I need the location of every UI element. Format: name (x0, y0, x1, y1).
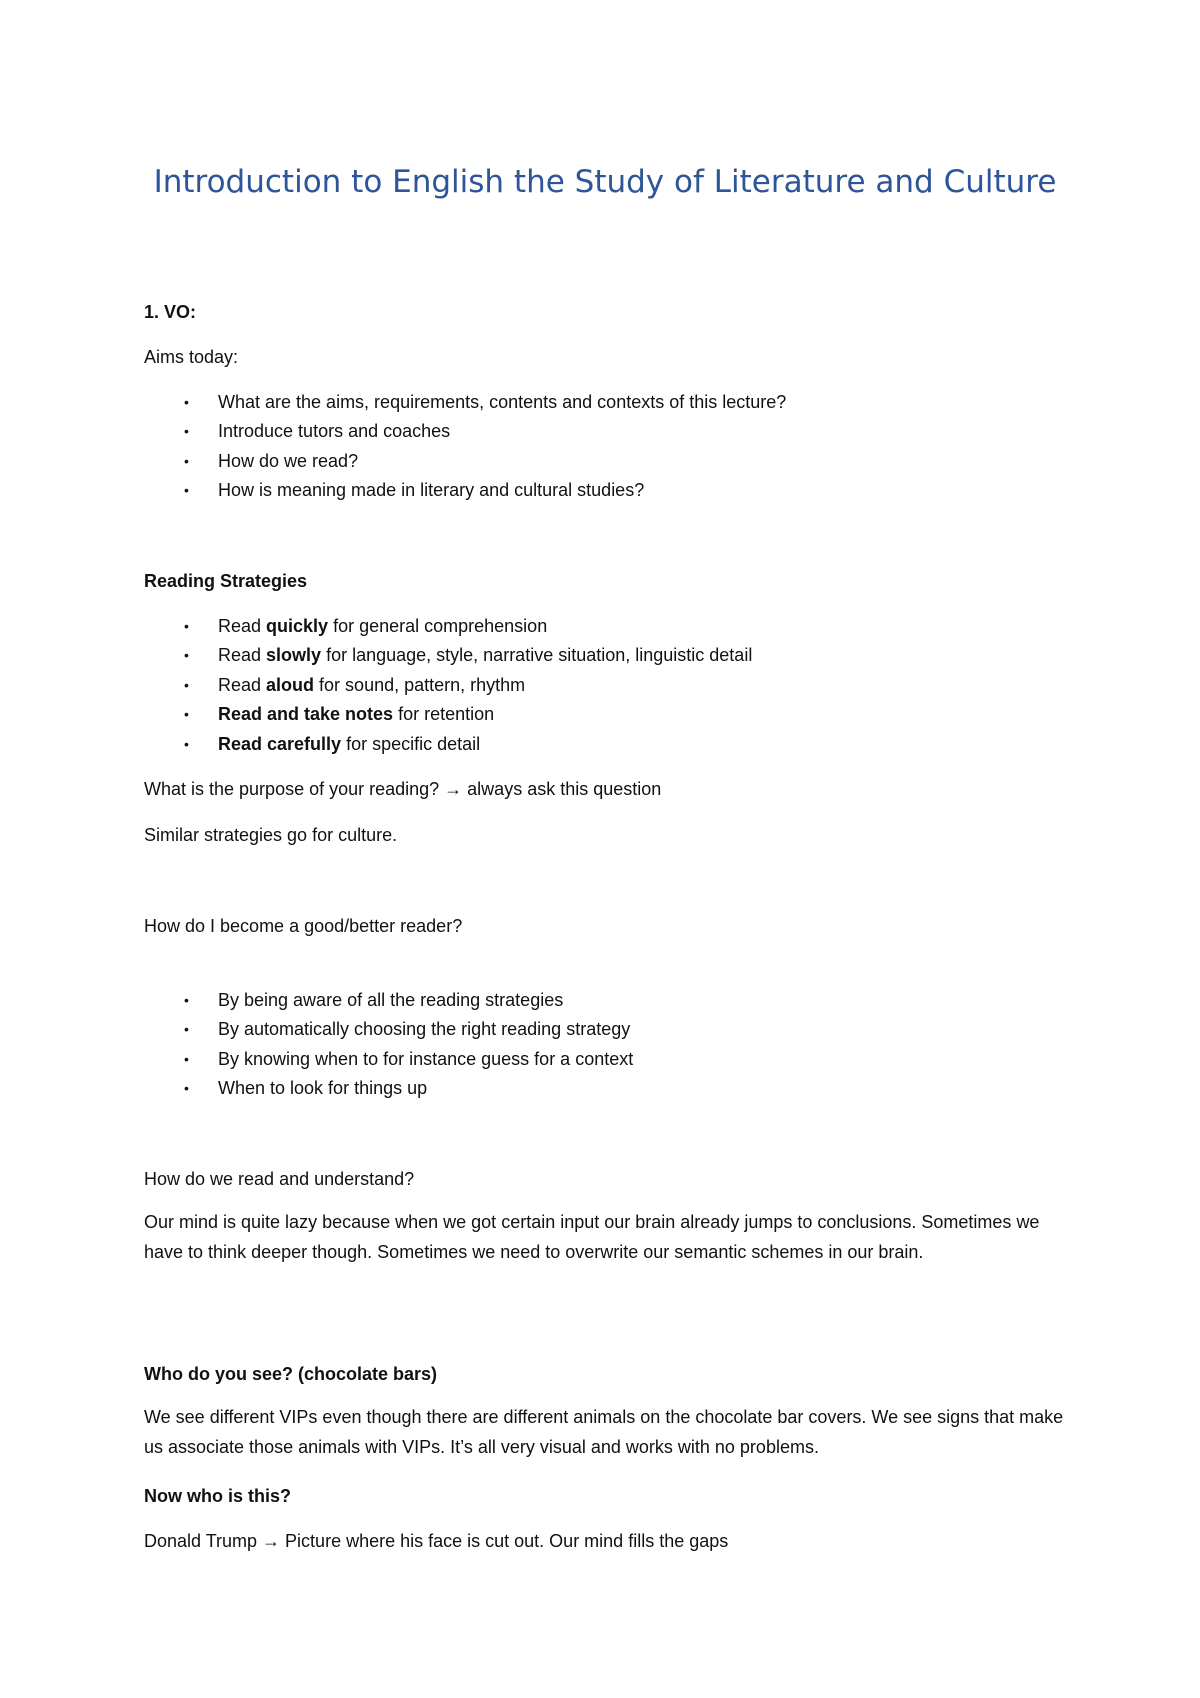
list-item-text: How do we read? (218, 451, 359, 471)
list-item-text: By being aware of all the reading strategies (218, 990, 564, 1010)
bullet-icon: • (184, 677, 189, 693)
bullet-icon: • (184, 394, 189, 410)
list-item-text: By knowing when to for instance guess for a context (218, 1049, 634, 1069)
bullet-icon: • (184, 736, 189, 752)
bullet-icon: • (184, 482, 189, 498)
list-item-text: Read carefully for specific detail (218, 734, 481, 754)
now-who-heading: Now who is this? (144, 1486, 291, 1506)
aims-label: Aims today: (144, 347, 239, 367)
bullet-icon: • (184, 647, 189, 663)
list-item-text: Introduce tutors and coaches (218, 421, 451, 441)
document-title: Introduction to English the Study of Literature and Culture (153, 164, 1057, 200)
bullet-icon: • (184, 453, 189, 469)
list-item-text: Read quickly for general comprehension (218, 616, 548, 636)
chocolate-heading: Who do you see? (chocolate bars) (144, 1364, 438, 1384)
list-item-text: How is meaning made in literary and cultural studies? (218, 480, 645, 500)
bullet-icon: • (184, 1051, 189, 1067)
bullet-icon: • (184, 618, 189, 634)
bullet-icon: • (184, 423, 189, 439)
bullet-icon: • (184, 1021, 189, 1037)
bullet-icon: • (184, 1080, 189, 1096)
purpose-question: What is the purpose of your reading? → always ask this question (144, 779, 662, 799)
list-item-text: When to look for things up (218, 1078, 428, 1098)
bullet-icon: • (184, 992, 189, 1008)
understand-paragraph: Our mind is quite lazy because when we got certain input our brain already jumps to conclusions. Sometimes we have to think deeper though. Sometimes we need to overwrite our semantic schemes in our brain. (144, 1212, 1040, 1262)
list-item-text: Read and take notes for retention (218, 704, 495, 724)
list-item-text: Read aloud for sound, pattern, rhythm (218, 675, 526, 695)
culture-note: Similar strategies go for culture. (144, 825, 398, 845)
bullet-icon: • (184, 706, 189, 722)
section-heading-vo: 1. VO: (144, 302, 197, 322)
list-item-text: What are the aims, requirements, contents and contexts of this lecture? (218, 392, 787, 412)
list-item-text: By automatically choosing the right reading strategy (218, 1019, 631, 1039)
better-reader-question: How do I become a good/better reader? (144, 916, 463, 936)
chocolate-paragraph: We see different VIPs even though there are different animals on the chocolate bar covers. We see signs that make us associate those animals with VIPs. It’s all very visual and works with no problems. (144, 1407, 1064, 1457)
trump-note: Donald Trump → Picture where his face is cut out. Our mind fills the gaps (144, 1531, 729, 1551)
list-item-text: Read slowly for language, style, narrative situation, linguistic detail (218, 645, 753, 665)
reading-strategies-heading: Reading Strategies (144, 571, 308, 591)
understand-question: How do we read and understand? (144, 1169, 415, 1189)
